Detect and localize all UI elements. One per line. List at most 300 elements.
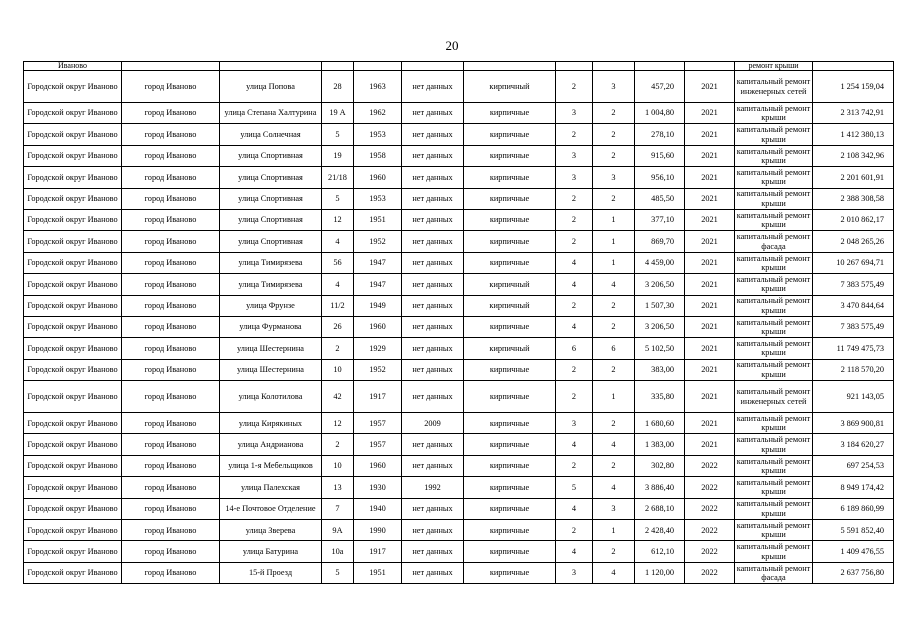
cell-street: улица Колотилова [220, 381, 322, 413]
cell-house-number: 12 [322, 209, 354, 230]
table-row [24, 477, 894, 498]
cell-entrances: 2 [593, 295, 635, 316]
cell-area: 2 428,40 [635, 520, 685, 541]
cell-wall-material: кирпичные [464, 498, 556, 519]
cell-street [220, 62, 322, 71]
cell-entrances: 1 [593, 231, 635, 252]
cell-area: 377,10 [635, 209, 685, 230]
cell-street: улица Шестернина [220, 359, 322, 380]
table-row [24, 359, 894, 380]
cell-cost: 2 637 756,80 [813, 562, 894, 583]
table-row [24, 103, 894, 124]
cell-cost: 5 591 852,40 [813, 520, 894, 541]
table-row [24, 145, 894, 166]
table-body [24, 62, 894, 584]
cell-repair-type: капитальный ремонт инженерных сетей [735, 71, 813, 103]
cell-municipality: Городской округ Иваново [24, 167, 122, 188]
table-row [24, 562, 894, 583]
cell-repair-type: капитальный ремонт крыши [735, 338, 813, 359]
cell-house-number: 10 [322, 359, 354, 380]
cell-settlement: город Иваново [122, 338, 220, 359]
cell-build-year: 1929 [354, 338, 402, 359]
cell-build-year: 1960 [354, 316, 402, 337]
table-row [24, 167, 894, 188]
cell-reconstruction-year: нет данных [402, 167, 464, 188]
table-row [24, 295, 894, 316]
cell-floors: 3 [556, 145, 593, 166]
cell-wall-material: кирпичные [464, 188, 556, 209]
cell-area: 457,20 [635, 71, 685, 103]
cell-settlement: город Иваново [122, 71, 220, 103]
cell-street: улица Спортивная [220, 231, 322, 252]
cell-settlement: город Иваново [122, 252, 220, 273]
cell-area: 1 120,00 [635, 562, 685, 583]
table-row [24, 520, 894, 541]
cell-repair-year: 2022 [685, 541, 735, 562]
cell-entrances: 2 [593, 188, 635, 209]
cell-reconstruction-year: нет данных [402, 145, 464, 166]
cell-repair-type: капитальный ремонт крыши [735, 434, 813, 455]
cell-build-year: 1960 [354, 167, 402, 188]
cell-repair-type: капитальный ремонт крыши [735, 209, 813, 230]
cell-build-year: 1958 [354, 145, 402, 166]
cell-build-year: 1947 [354, 252, 402, 273]
cell-settlement: город Иваново [122, 295, 220, 316]
cell-street: улица Степана Халтурина [220, 103, 322, 124]
cell-reconstruction-year: нет данных [402, 188, 464, 209]
cell-municipality: Городской округ Иваново [24, 252, 122, 273]
cell-cost: 1 254 159,04 [813, 71, 894, 103]
cell-settlement: город Иваново [122, 413, 220, 434]
cell-house-number: 5 [322, 124, 354, 145]
cell-build-year: 1957 [354, 413, 402, 434]
cell-settlement: город Иваново [122, 124, 220, 145]
cell-settlement: город Иваново [122, 274, 220, 295]
cell-floors [556, 62, 593, 71]
cell-floors: 2 [556, 359, 593, 380]
cell-settlement: город Иваново [122, 209, 220, 230]
cell-wall-material: кирпичные [464, 455, 556, 476]
cell-floors: 2 [556, 295, 593, 316]
cell-cost: 697 254,53 [813, 455, 894, 476]
cell-settlement [122, 62, 220, 71]
cell-wall-material: кирпичные [464, 562, 556, 583]
cell-municipality: Иваново [24, 62, 122, 71]
cell-wall-material: кирпичный [464, 295, 556, 316]
cell-reconstruction-year: нет данных [402, 498, 464, 519]
cell-cost: 3 184 620,27 [813, 434, 894, 455]
cell-repair-year: 2021 [685, 359, 735, 380]
cell-entrances: 1 [593, 209, 635, 230]
table-row [24, 252, 894, 273]
cell-municipality: Городской округ Иваново [24, 338, 122, 359]
page-number: 20 [445, 38, 459, 53]
cell-street: улица Кирякиных [220, 413, 322, 434]
cell-house-number: 56 [322, 252, 354, 273]
cell-repair-year: 2022 [685, 477, 735, 498]
cell-wall-material: кирпичные [464, 145, 556, 166]
cell-wall-material [464, 62, 556, 71]
cell-house-number: 28 [322, 71, 354, 103]
cell-municipality: Городской округ Иваново [24, 274, 122, 295]
cell-house-number: 12 [322, 413, 354, 434]
cell-house-number: 7 [322, 498, 354, 519]
table-row [24, 434, 894, 455]
cell-cost: 921 143,05 [813, 381, 894, 413]
cell-wall-material: кирпичные [464, 359, 556, 380]
cell-entrances: 2 [593, 359, 635, 380]
cell-area: 383,00 [635, 359, 685, 380]
cell-wall-material: кирпичные [464, 124, 556, 145]
cell-house-number: 5 [322, 188, 354, 209]
cell-cost: 7 383 575,49 [813, 316, 894, 337]
cell-wall-material: кирпичные [464, 252, 556, 273]
cell-wall-material: кирпичные [464, 231, 556, 252]
cell-floors: 2 [556, 71, 593, 103]
cell-area: 956,10 [635, 167, 685, 188]
cell-repair-type: капитальный ремонт крыши [735, 167, 813, 188]
cell-build-year: 1930 [354, 477, 402, 498]
table-row [24, 188, 894, 209]
cell-municipality: Городской округ Иваново [24, 145, 122, 166]
cell-house-number: 10 [322, 455, 354, 476]
cell-reconstruction-year: нет данных [402, 520, 464, 541]
table-row [24, 455, 894, 476]
cell-build-year: 1951 [354, 562, 402, 583]
cell-build-year: 1917 [354, 541, 402, 562]
cell-entrances: 2 [593, 455, 635, 476]
cell-repair-type: капитальный ремонт крыши [735, 359, 813, 380]
cell-floors: 3 [556, 103, 593, 124]
cell-cost: 2 313 742,91 [813, 103, 894, 124]
table-row [24, 209, 894, 230]
cell-house-number: 42 [322, 381, 354, 413]
cell-reconstruction-year: нет данных [402, 562, 464, 583]
cell-build-year: 1917 [354, 381, 402, 413]
cell-area: 335,80 [635, 381, 685, 413]
cell-floors: 4 [556, 498, 593, 519]
cell-cost: 2 201 601,91 [813, 167, 894, 188]
cell-reconstruction-year: нет данных [402, 231, 464, 252]
cell-municipality: Городской округ Иваново [24, 316, 122, 337]
cell-street: 15-й Проезд [220, 562, 322, 583]
cell-wall-material: кирпичные [464, 209, 556, 230]
cell-area [635, 62, 685, 71]
cell-reconstruction-year: нет данных [402, 295, 464, 316]
cell-repair-type: капитальный ремонт крыши [735, 188, 813, 209]
cell-street: улица Солнечная [220, 124, 322, 145]
cell-municipality: Городской округ Иваново [24, 209, 122, 230]
cell-repair-type: капитальный ремонт инженерных сетей [735, 381, 813, 413]
cell-repair-type: капитальный ремонт крыши [735, 124, 813, 145]
cell-build-year [354, 62, 402, 71]
cell-settlement: город Иваново [122, 498, 220, 519]
cell-street: улица Палехская [220, 477, 322, 498]
cell-wall-material: кирпичные [464, 103, 556, 124]
cell-reconstruction-year [402, 62, 464, 71]
cell-house-number: 5 [322, 562, 354, 583]
cell-area: 1 507,30 [635, 295, 685, 316]
cell-municipality: Городской округ Иваново [24, 520, 122, 541]
cell-street: улица Батурина [220, 541, 322, 562]
cell-entrances: 2 [593, 145, 635, 166]
cell-settlement: город Иваново [122, 381, 220, 413]
cell-municipality: Городской округ Иваново [24, 413, 122, 434]
cell-street: улица Андрианова [220, 434, 322, 455]
cell-cost: 1 412 380,13 [813, 124, 894, 145]
cell-entrances: 1 [593, 520, 635, 541]
cell-street: улица Зверева [220, 520, 322, 541]
cell-area: 869,70 [635, 231, 685, 252]
cell-house-number: 11/2 [322, 295, 354, 316]
cell-house-number [322, 62, 354, 71]
cell-reconstruction-year: нет данных [402, 381, 464, 413]
cell-repair-year: 2021 [685, 274, 735, 295]
cell-entrances: 3 [593, 167, 635, 188]
cell-entrances: 2 [593, 103, 635, 124]
cell-street: улица Спортивная [220, 167, 322, 188]
cell-reconstruction-year: нет данных [402, 359, 464, 380]
cell-floors: 4 [556, 274, 593, 295]
cell-floors: 2 [556, 381, 593, 413]
cell-reconstruction-year: нет данных [402, 338, 464, 359]
cell-reconstruction-year: 2009 [402, 413, 464, 434]
cell-build-year: 1940 [354, 498, 402, 519]
cell-cost: 3 869 900,81 [813, 413, 894, 434]
cell-entrances: 1 [593, 381, 635, 413]
cell-cost: 2 048 265,26 [813, 231, 894, 252]
cell-cost: 7 383 575,49 [813, 274, 894, 295]
cell-build-year: 1953 [354, 188, 402, 209]
cell-floors: 2 [556, 231, 593, 252]
cell-house-number: 19 А [322, 103, 354, 124]
cell-municipality: Городской округ Иваново [24, 477, 122, 498]
cell-wall-material: кирпичные [464, 477, 556, 498]
cell-area: 278,10 [635, 124, 685, 145]
cell-street: улица Попова [220, 71, 322, 103]
cell-build-year: 1963 [354, 71, 402, 103]
cell-cost: 2 388 308,58 [813, 188, 894, 209]
cell-entrances: 6 [593, 338, 635, 359]
table-row [24, 316, 894, 337]
cell-area: 5 102,50 [635, 338, 685, 359]
cell-municipality: Городской округ Иваново [24, 455, 122, 476]
cell-municipality: Городской округ Иваново [24, 359, 122, 380]
cell-area: 1 004,80 [635, 103, 685, 124]
cell-settlement: город Иваново [122, 520, 220, 541]
cell-repair-type: капитальный ремонт фасада [735, 231, 813, 252]
table-row [24, 274, 894, 295]
cell-area: 1 383,00 [635, 434, 685, 455]
cell-floors: 2 [556, 188, 593, 209]
cell-repair-year: 2021 [685, 209, 735, 230]
cell-repair-year: 2021 [685, 413, 735, 434]
cell-municipality: Городской округ Иваново [24, 71, 122, 103]
cell-cost: 1 409 476,55 [813, 541, 894, 562]
cell-reconstruction-year: нет данных [402, 274, 464, 295]
table-row [24, 71, 894, 103]
cell-repair-type: капитальный ремонт фасада [735, 562, 813, 583]
cell-entrances: 4 [593, 274, 635, 295]
cell-repair-year: 2021 [685, 124, 735, 145]
cell-entrances [593, 62, 635, 71]
cell-build-year: 1990 [354, 520, 402, 541]
cell-street: улица Спортивная [220, 145, 322, 166]
cell-settlement: город Иваново [122, 316, 220, 337]
cell-area: 4 459,00 [635, 252, 685, 273]
cell-entrances: 2 [593, 316, 635, 337]
cell-entrances: 4 [593, 477, 635, 498]
cell-cost: 2 108 342,96 [813, 145, 894, 166]
cell-repair-type: капитальный ремонт крыши [735, 295, 813, 316]
housing-repair-table [23, 61, 894, 584]
cell-repair-type: капитальный ремонт крыши [735, 103, 813, 124]
cell-repair-type: ремонт крыши [735, 62, 813, 71]
cell-house-number: 21/18 [322, 167, 354, 188]
table-row [24, 338, 894, 359]
cell-settlement: город Иваново [122, 188, 220, 209]
cell-reconstruction-year: нет данных [402, 316, 464, 337]
cell-house-number: 10а [322, 541, 354, 562]
cell-repair-type: капитальный ремонт крыши [735, 541, 813, 562]
cell-area: 1 680,60 [635, 413, 685, 434]
cell-reconstruction-year: нет данных [402, 541, 464, 562]
cell-cost: 8 949 174,42 [813, 477, 894, 498]
cell-street: улица Тимирязева [220, 252, 322, 273]
cell-repair-year: 2021 [685, 231, 735, 252]
cell-reconstruction-year: нет данных [402, 434, 464, 455]
cell-repair-year: 2021 [685, 316, 735, 337]
cell-street: 14-е Почтовое Отделение [220, 498, 322, 519]
cell-cost: 11 749 475,73 [813, 338, 894, 359]
table-row [24, 541, 894, 562]
cell-floors: 4 [556, 434, 593, 455]
cell-repair-year: 2022 [685, 498, 735, 519]
cell-municipality: Городской округ Иваново [24, 434, 122, 455]
cell-settlement: город Иваново [122, 359, 220, 380]
cell-repair-year: 2021 [685, 71, 735, 103]
cell-repair-year: 2022 [685, 455, 735, 476]
cell-repair-type: капитальный ремонт крыши [735, 413, 813, 434]
table-row [24, 231, 894, 252]
cell-street: улица Шестернина [220, 338, 322, 359]
cell-municipality: Городской округ Иваново [24, 541, 122, 562]
cell-wall-material: кирпичный [464, 71, 556, 103]
cell-repair-type: капитальный ремонт крыши [735, 274, 813, 295]
cell-entrances: 2 [593, 124, 635, 145]
cell-municipality: Городской округ Иваново [24, 381, 122, 413]
cell-repair-year: 2021 [685, 103, 735, 124]
cell-entrances: 4 [593, 562, 635, 583]
cell-municipality: Городской округ Иваново [24, 498, 122, 519]
cell-municipality: Городской округ Иваново [24, 231, 122, 252]
cell-repair-type: капитальный ремонт крыши [735, 520, 813, 541]
cell-floors: 4 [556, 252, 593, 273]
cell-house-number: 9А [322, 520, 354, 541]
cell-cost: 10 267 694,71 [813, 252, 894, 273]
cell-repair-year: 2021 [685, 145, 735, 166]
cell-house-number: 13 [322, 477, 354, 498]
table-row [24, 498, 894, 519]
cell-floors: 6 [556, 338, 593, 359]
cell-repair-year: 2021 [685, 381, 735, 413]
table-row [24, 381, 894, 413]
cell-build-year: 1951 [354, 209, 402, 230]
cell-settlement: город Иваново [122, 434, 220, 455]
cell-floors: 4 [556, 316, 593, 337]
cell-reconstruction-year: нет данных [402, 103, 464, 124]
cell-entrances: 1 [593, 252, 635, 273]
cell-reconstruction-year: нет данных [402, 455, 464, 476]
cell-wall-material: кирпичные [464, 541, 556, 562]
cell-street: улица Спортивная [220, 209, 322, 230]
cell-municipality: Городской округ Иваново [24, 188, 122, 209]
cell-repair-type: капитальный ремонт крыши [735, 252, 813, 273]
cell-area: 485,50 [635, 188, 685, 209]
cell-reconstruction-year: нет данных [402, 252, 464, 273]
cell-reconstruction-year: нет данных [402, 124, 464, 145]
cell-wall-material: кирпичный [464, 338, 556, 359]
cell-street: улица Тимирязева [220, 274, 322, 295]
cell-cost: 2 010 862,17 [813, 209, 894, 230]
cell-street: улица Спортивная [220, 188, 322, 209]
cell-reconstruction-year: 1992 [402, 477, 464, 498]
cell-settlement: город Иваново [122, 477, 220, 498]
cell-repair-type: капитальный ремонт крыши [735, 477, 813, 498]
cell-settlement: город Иваново [122, 562, 220, 583]
cell-repair-year: 2022 [685, 562, 735, 583]
cell-area: 915,60 [635, 145, 685, 166]
cell-build-year: 1960 [354, 455, 402, 476]
cell-house-number: 4 [322, 274, 354, 295]
cell-floors: 2 [556, 124, 593, 145]
cell-settlement: город Иваново [122, 103, 220, 124]
cell-house-number: 2 [322, 434, 354, 455]
cell-entrances: 3 [593, 71, 635, 103]
cell-entrances: 2 [593, 541, 635, 562]
cell-floors: 3 [556, 167, 593, 188]
cell-repair-type: капитальный ремонт крыши [735, 316, 813, 337]
cell-house-number: 19 [322, 145, 354, 166]
table-row [24, 413, 894, 434]
cell-house-number: 4 [322, 231, 354, 252]
cell-settlement: город Иваново [122, 145, 220, 166]
cell-entrances: 2 [593, 413, 635, 434]
cell-reconstruction-year: нет данных [402, 71, 464, 103]
cell-settlement: город Иваново [122, 541, 220, 562]
cell-cost: 3 470 844,64 [813, 295, 894, 316]
cell-municipality: Городской округ Иваново [24, 295, 122, 316]
cell-municipality: Городской округ Иваново [24, 103, 122, 124]
cell-repair-year: 2021 [685, 252, 735, 273]
cell-settlement: город Иваново [122, 231, 220, 252]
cell-cost: 2 118 570,20 [813, 359, 894, 380]
cell-build-year: 1953 [354, 124, 402, 145]
cell-area: 3 206,50 [635, 316, 685, 337]
cell-entrances: 4 [593, 434, 635, 455]
cell-wall-material: кирпичный [464, 274, 556, 295]
cell-wall-material: кирпичные [464, 434, 556, 455]
cell-area: 3 886,40 [635, 477, 685, 498]
cell-floors: 5 [556, 477, 593, 498]
cell-repair-year: 2021 [685, 167, 735, 188]
cell-house-number: 26 [322, 316, 354, 337]
cell-repair-year: 2021 [685, 434, 735, 455]
cell-settlement: город Иваново [122, 167, 220, 188]
table-row [24, 124, 894, 145]
cell-floors: 2 [556, 209, 593, 230]
cell-settlement: город Иваново [122, 455, 220, 476]
